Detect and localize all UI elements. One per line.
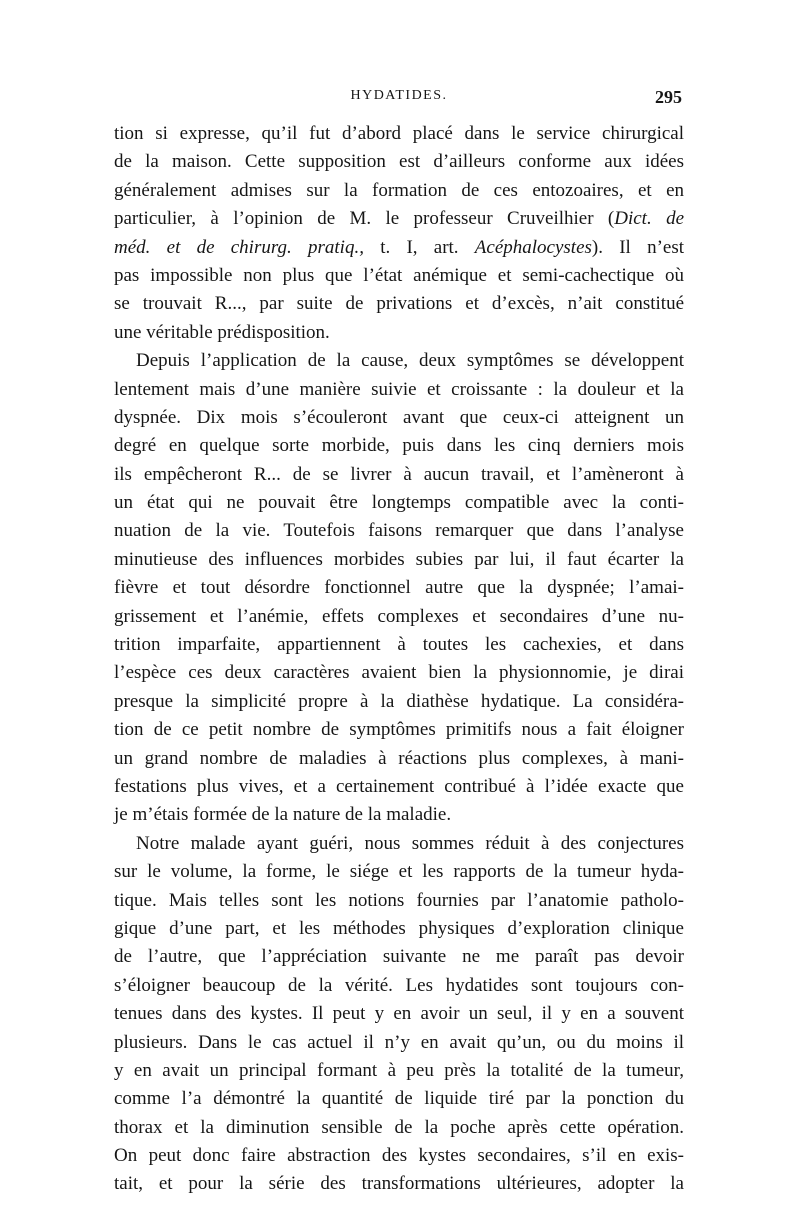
text-line: On peut donc faire abstraction des kystes secondaires, s’il en exis- (114, 1145, 684, 1167)
text-line: ils empêcheront R... de se livrer à aucun travail, et l’amèneront à (114, 463, 684, 485)
text-line: Depuis l’application de la cause, deux symptômes se développent (136, 350, 684, 372)
page-number: 295 (655, 87, 682, 107)
text-line: gique d’une part, et les méthodes physiques d’exploration clinique (114, 917, 684, 939)
text-line: s’éloigner beaucoup de la vérité. Les hydatides sont toujours con- (114, 974, 684, 996)
text-line: généralement admises sur la formation de ces entozoaires, et en (114, 179, 684, 201)
text-line: minutieuse des influences morbides subies par lui, il faut écarter la (114, 548, 684, 570)
text-line: festations plus vives, et a certainement contribué à l’idée exacte que (114, 775, 684, 797)
text-line: tion si expresse, qu’il fut d’abord placé dans le service chirurgical (114, 123, 684, 144)
text-line: tenues dans des kystes. Il peut y en avoir un seul, il y en a souvent (114, 1003, 684, 1025)
text-line: méd. et de chirurg. pratiq., t. I, art. Acéphalocystes). Il n’est (114, 236, 684, 258)
text-line: trition imparfaite, appartiennent à toutes les cachexies, et dans (114, 634, 684, 656)
text-line: particulier, à l’opinion de M. le professeur Cruveilhier (Dict. de (114, 208, 684, 230)
text-line: fièvre et tout désordre fonctionnel autre que la dyspnée; l’amai- (114, 577, 684, 599)
text-line: une véritable prédisposition. (114, 321, 330, 343)
text-line: grissement et l’anémie, effets complexes et secondaires d’une nu- (114, 605, 684, 627)
text-line: l’espèce ces deux caractères avaient bien la physionnomie, je dirai (114, 662, 684, 684)
body-text (114, 120, 684, 1199)
text-line: pas impossible non plus que l’état anémique et semi-cachectique où (114, 264, 684, 286)
text-line: dyspnée. Dix mois s’écouleront avant que ceux-ci atteignent un (114, 406, 684, 428)
text-line: thorax et la diminution sensible de la poche après cette opération. (114, 1116, 684, 1138)
text-line: je m’étais formée de la nature de la maladie. (114, 804, 452, 826)
running-header (114, 88, 684, 112)
text-line: Notre malade ayant guéri, nous sommes réduit à des conjectures (136, 832, 684, 854)
text-line: de la maison. Cette supposition est d’ailleurs conforme aux idées (114, 151, 684, 173)
text-line: tique. Mais telles sont les notions fournies par l’anatomie patholo- (114, 889, 684, 911)
text-line: nuation de la vie. Toutefois faisons remarquer que dans l’analyse (114, 520, 684, 542)
text-line: degré en quelque sorte morbide, puis dans les cinq derniers mois (114, 435, 684, 457)
text-line: y en avait un principal formant à peu près la totalité de la tumeur, (114, 1059, 684, 1081)
text-line: sur le volume, la forme, le siége et les rapports de la tumeur hyda- (114, 861, 684, 883)
running-title: HYDATIDES. (350, 88, 448, 103)
text-line: un grand nombre de maladies à réactions plus complexes, à mani- (114, 747, 684, 769)
text-line: se trouvait R..., par suite de privations et d’excès, n’ait constitué (114, 293, 684, 315)
text-line: un état qui ne pouvait être longtemps compatible avec la conti- (114, 492, 684, 514)
text-line: presque la simplicité propre à la diathèse hydatique. La considéra- (114, 690, 684, 712)
text-line: lentement mais d’une manière suivie et croissante : la douleur et la (114, 378, 684, 400)
text-line: de l’autre, que l’appréciation suivante ne me paraît pas devoir (114, 946, 684, 968)
text-line: tion de ce petit nombre de symptômes primitifs nous a fait éloigner (114, 719, 684, 741)
text-line: plusieurs. Dans le cas actuel il n’y en avait qu’un, ou du moins il (114, 1031, 684, 1053)
text-line: tait, et pour la série des transformations ultérieures, adopter la (114, 1173, 684, 1195)
text-line: comme l’a démontré la quantité de liquide tiré par la ponction du (114, 1088, 684, 1110)
